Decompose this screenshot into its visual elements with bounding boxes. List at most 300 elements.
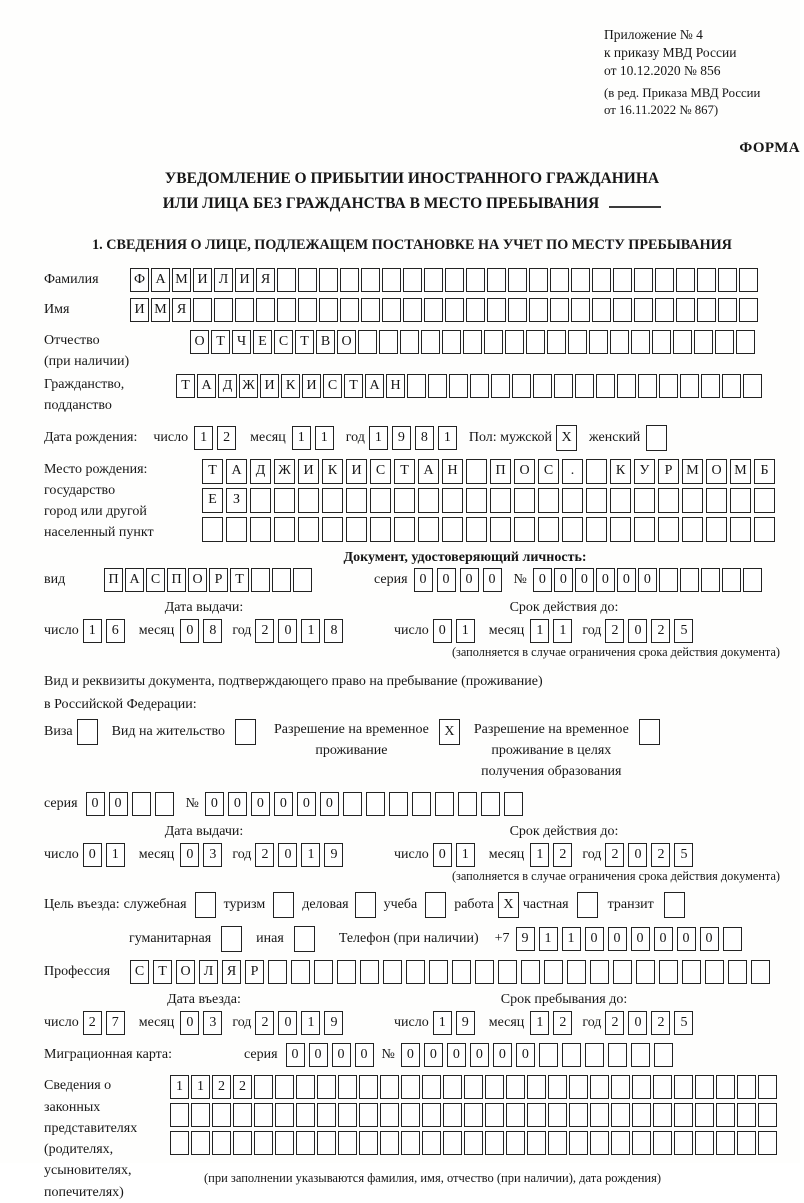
legal-rep-cell[interactable] (443, 1131, 462, 1155)
legal-rep-cell[interactable] (254, 1075, 273, 1099)
legal-rep-cell[interactable] (338, 1075, 357, 1099)
visa-checkbox[interactable] (77, 719, 98, 745)
birth-place-cell[interactable] (730, 517, 751, 542)
citizenship-cell[interactable] (701, 374, 720, 398)
legal-rep-cell[interactable] (485, 1103, 504, 1127)
birth-place-cell[interactable] (466, 488, 487, 513)
surname-cell[interactable] (676, 268, 695, 292)
birth-year-cell[interactable]: 1 (369, 426, 388, 450)
private-checkbox[interactable] (577, 892, 598, 918)
surname-cell[interactable] (529, 268, 548, 292)
valid-day-cell[interactable]: 0 (433, 843, 452, 867)
given-name-cell[interactable] (214, 298, 233, 322)
phone-digit-cell[interactable]: 1 (562, 927, 581, 951)
given-name-cell[interactable] (193, 298, 212, 322)
citizenship-cell[interactable] (407, 374, 426, 398)
patronymic-cell[interactable] (400, 330, 419, 354)
birth-place-cell[interactable] (274, 517, 295, 542)
legal-rep-cell[interactable] (611, 1131, 630, 1155)
given-name-cell[interactable]: М (151, 298, 170, 322)
profession-cell[interactable] (475, 960, 494, 984)
profession-cell[interactable] (659, 960, 678, 984)
legal-rep-cell[interactable] (422, 1131, 441, 1155)
patronymic-cell[interactable] (505, 330, 524, 354)
given-name-cell[interactable] (340, 298, 359, 322)
legal-rep-cell[interactable] (716, 1075, 735, 1099)
migration-series-cell[interactable]: 0 (309, 1043, 328, 1067)
other-checkbox[interactable] (294, 926, 315, 952)
migration-number-cell[interactable]: 0 (424, 1043, 443, 1067)
valid-month-cell[interactable]: 1 (530, 619, 549, 643)
birth-place-cell[interactable] (394, 517, 415, 542)
legal-rep-cell[interactable] (275, 1103, 294, 1127)
patronymic-cell[interactable] (547, 330, 566, 354)
residence-number-cell[interactable] (481, 792, 500, 816)
issue-day-cell[interactable]: 1 (106, 843, 125, 867)
valid-year-cell[interactable]: 2 (605, 619, 624, 643)
birth-place-cell[interactable] (442, 488, 463, 513)
birth-place-cell[interactable] (562, 488, 583, 513)
legal-rep-cell[interactable] (758, 1075, 777, 1099)
migration-number-cell[interactable]: 0 (470, 1043, 489, 1067)
male-checkbox[interactable]: X (556, 425, 577, 451)
given-name-cell[interactable] (277, 298, 296, 322)
profession-cell[interactable] (636, 960, 655, 984)
birth-place-cell[interactable] (490, 517, 511, 542)
profession-cell[interactable] (452, 960, 471, 984)
profession-cell[interactable]: Я (222, 960, 241, 984)
given-name-cell[interactable] (550, 298, 569, 322)
issue-year-cell[interactable]: 0 (278, 619, 297, 643)
legal-rep-cell[interactable] (359, 1131, 378, 1155)
phone-digit-cell[interactable]: 0 (700, 927, 719, 951)
legal-rep-cell[interactable] (737, 1075, 756, 1099)
legal-rep-cell[interactable] (464, 1075, 483, 1099)
birth-month-cell[interactable]: 1 (292, 426, 311, 450)
residence-number-cell[interactable] (458, 792, 477, 816)
legal-rep-cell[interactable] (590, 1103, 609, 1127)
birth-place-cell[interactable]: З (226, 488, 247, 513)
surname-cell[interactable] (592, 268, 611, 292)
residence-number-cell[interactable] (343, 792, 362, 816)
citizenship-cell[interactable]: Н (386, 374, 405, 398)
migration-number-cell[interactable]: 0 (401, 1043, 420, 1067)
birth-place-cell[interactable] (634, 517, 655, 542)
phone-digit-cell[interactable]: 0 (677, 927, 696, 951)
legal-rep-cell[interactable] (716, 1103, 735, 1127)
patronymic-cell[interactable]: В (316, 330, 335, 354)
valid-day-cell[interactable]: 1 (456, 619, 475, 643)
profession-cell[interactable] (337, 960, 356, 984)
birth-place-cell[interactable] (370, 488, 391, 513)
legal-rep-cell[interactable] (485, 1075, 504, 1099)
profession-cell[interactable] (613, 960, 632, 984)
stay-year-cell[interactable]: 2 (605, 1011, 624, 1035)
doc-series-cell[interactable]: 0 (437, 568, 456, 592)
birth-place-cell[interactable] (754, 488, 775, 513)
doc-number-cell[interactable]: 0 (554, 568, 573, 592)
surname-cell[interactable]: Я (256, 268, 275, 292)
residence-number-cell[interactable]: 0 (274, 792, 293, 816)
legal-rep-cell[interactable] (170, 1103, 189, 1127)
birth-place-cell[interactable] (514, 488, 535, 513)
issue-year-cell[interactable]: 9 (324, 843, 343, 867)
profession-cell[interactable] (728, 960, 747, 984)
patronymic-cell[interactable] (652, 330, 671, 354)
given-name-cell[interactable] (592, 298, 611, 322)
birth-place-cell[interactable] (370, 517, 391, 542)
residence-number-cell[interactable] (412, 792, 431, 816)
legal-rep-cell[interactable] (548, 1131, 567, 1155)
surname-cell[interactable] (739, 268, 758, 292)
issue-year-cell[interactable]: 1 (301, 843, 320, 867)
surname-cell[interactable] (445, 268, 464, 292)
birth-place-cell[interactable] (298, 488, 319, 513)
entry-day-cell[interactable]: 7 (106, 1011, 125, 1035)
stay-year-cell[interactable]: 5 (674, 1011, 693, 1035)
legal-rep-cell[interactable] (380, 1075, 399, 1099)
legal-rep-cell[interactable] (401, 1075, 420, 1099)
legal-rep-cell[interactable] (758, 1131, 777, 1155)
birth-place-cell[interactable]: Д (250, 459, 271, 484)
citizenship-cell[interactable] (512, 374, 531, 398)
birth-place-cell[interactable] (202, 517, 223, 542)
citizenship-cell[interactable] (449, 374, 468, 398)
citizenship-cell[interactable]: К (281, 374, 300, 398)
citizenship-cell[interactable] (470, 374, 489, 398)
birth-place-cell[interactable] (610, 517, 631, 542)
birth-place-cell[interactable]: И (346, 459, 367, 484)
given-name-cell[interactable] (634, 298, 653, 322)
birth-place-cell[interactable]: К (610, 459, 631, 484)
residence-number-cell[interactable]: 0 (251, 792, 270, 816)
entry-month-cell[interactable]: 0 (180, 1011, 199, 1035)
legal-rep-cell[interactable] (317, 1075, 336, 1099)
entry-year-cell[interactable]: 0 (278, 1011, 297, 1035)
legal-rep-cell[interactable] (359, 1075, 378, 1099)
female-checkbox[interactable] (646, 425, 667, 451)
doc-number-cell[interactable]: 0 (533, 568, 552, 592)
issue-day-cell[interactable]: 1 (83, 619, 102, 643)
phone-digit-cell[interactable]: 0 (654, 927, 673, 951)
surname-cell[interactable]: Ф (130, 268, 149, 292)
legal-rep-cell[interactable] (632, 1075, 651, 1099)
birth-place-cell[interactable]: А (226, 459, 247, 484)
birth-month-cell[interactable]: 1 (315, 426, 334, 450)
doc-type-cell[interactable]: С (146, 568, 165, 592)
birth-place-cell[interactable]: Р (658, 459, 679, 484)
given-name-cell[interactable]: Я (172, 298, 191, 322)
birth-place-cell[interactable] (394, 488, 415, 513)
legal-rep-cell[interactable] (464, 1131, 483, 1155)
surname-cell[interactable] (634, 268, 653, 292)
entry-month-cell[interactable]: 3 (203, 1011, 222, 1035)
patronymic-cell[interactable] (715, 330, 734, 354)
residence-number-cell[interactable] (504, 792, 523, 816)
citizenship-cell[interactable]: И (260, 374, 279, 398)
citizenship-cell[interactable]: Д (218, 374, 237, 398)
surname-cell[interactable] (697, 268, 716, 292)
birth-place-cell[interactable]: П (490, 459, 511, 484)
legal-rep-cell[interactable] (653, 1131, 672, 1155)
legal-rep-cell[interactable] (401, 1131, 420, 1155)
patronymic-cell[interactable] (379, 330, 398, 354)
valid-year-cell[interactable]: 5 (674, 843, 693, 867)
surname-cell[interactable] (361, 268, 380, 292)
legal-rep-cell[interactable] (527, 1131, 546, 1155)
given-name-cell[interactable] (508, 298, 527, 322)
legal-rep-cell[interactable] (548, 1075, 567, 1099)
legal-rep-cell[interactable] (401, 1103, 420, 1127)
patronymic-cell[interactable] (631, 330, 650, 354)
tourism-checkbox[interactable] (273, 892, 294, 918)
surname-cell[interactable] (319, 268, 338, 292)
surname-cell[interactable] (466, 268, 485, 292)
legal-rep-cell[interactable] (632, 1131, 651, 1155)
legal-rep-cell[interactable] (296, 1131, 315, 1155)
given-name-cell[interactable] (298, 298, 317, 322)
profession-cell[interactable]: С (130, 960, 149, 984)
surname-cell[interactable] (655, 268, 674, 292)
doc-number-cell[interactable] (701, 568, 720, 592)
study-checkbox[interactable] (425, 892, 446, 918)
birth-day-cell[interactable]: 2 (217, 426, 236, 450)
legal-rep-cell[interactable] (275, 1131, 294, 1155)
legal-rep-cell[interactable] (590, 1075, 609, 1099)
birth-day-cell[interactable]: 1 (194, 426, 213, 450)
given-name-cell[interactable] (718, 298, 737, 322)
stay-month-cell[interactable]: 1 (530, 1011, 549, 1035)
entry-year-cell[interactable]: 9 (324, 1011, 343, 1035)
legal-rep-cell[interactable] (695, 1131, 714, 1155)
legal-rep-cell[interactable] (527, 1075, 546, 1099)
birth-place-cell[interactable] (586, 488, 607, 513)
citizenship-cell[interactable] (575, 374, 594, 398)
surname-cell[interactable]: М (172, 268, 191, 292)
birth-place-cell[interactable] (682, 517, 703, 542)
legal-rep-cell[interactable] (485, 1131, 504, 1155)
legal-rep-cell[interactable] (674, 1103, 693, 1127)
birth-place-cell[interactable]: А (418, 459, 439, 484)
profession-cell[interactable] (406, 960, 425, 984)
legal-rep-cell[interactable] (653, 1075, 672, 1099)
given-name-cell[interactable] (487, 298, 506, 322)
entry-year-cell[interactable]: 2 (255, 1011, 274, 1035)
birth-place-cell[interactable]: Б (754, 459, 775, 484)
profession-cell[interactable] (314, 960, 333, 984)
birth-place-cell[interactable]: . (562, 459, 583, 484)
legal-rep-cell[interactable] (233, 1131, 252, 1155)
birth-place-cell[interactable] (610, 488, 631, 513)
doc-number-cell[interactable] (659, 568, 678, 592)
profession-cell[interactable] (498, 960, 517, 984)
patronymic-cell[interactable] (694, 330, 713, 354)
citizenship-cell[interactable] (659, 374, 678, 398)
given-name-cell[interactable] (256, 298, 275, 322)
citizenship-cell[interactable] (554, 374, 573, 398)
legal-rep-cell[interactable] (191, 1131, 210, 1155)
doc-number-cell[interactable] (743, 568, 762, 592)
legal-rep-cell[interactable] (611, 1103, 630, 1127)
doc-series-cell[interactable]: 0 (414, 568, 433, 592)
legal-rep-cell[interactable] (359, 1103, 378, 1127)
doc-number-cell[interactable] (722, 568, 741, 592)
valid-year-cell[interactable]: 0 (628, 619, 647, 643)
surname-cell[interactable] (277, 268, 296, 292)
valid-month-cell[interactable]: 2 (553, 843, 572, 867)
citizenship-cell[interactable]: А (197, 374, 216, 398)
doc-type-cell[interactable]: П (104, 568, 123, 592)
issue-year-cell[interactable]: 1 (301, 619, 320, 643)
issue-month-cell[interactable]: 8 (203, 619, 222, 643)
residence-number-cell[interactable]: 0 (297, 792, 316, 816)
valid-year-cell[interactable]: 2 (651, 619, 670, 643)
surname-cell[interactable]: И (235, 268, 254, 292)
profession-cell[interactable] (383, 960, 402, 984)
issue-month-cell[interactable]: 3 (203, 843, 222, 867)
patronymic-cell[interactable] (610, 330, 629, 354)
doc-type-cell[interactable]: О (188, 568, 207, 592)
residence-number-cell[interactable]: 0 (320, 792, 339, 816)
given-name-cell[interactable] (676, 298, 695, 322)
citizenship-cell[interactable] (743, 374, 762, 398)
legal-rep-cell[interactable] (632, 1103, 651, 1127)
residence-series-cell[interactable] (132, 792, 151, 816)
temp-residence-checkbox[interactable]: X (439, 719, 460, 745)
profession-cell[interactable] (590, 960, 609, 984)
legal-rep-cell[interactable]: 2 (212, 1075, 231, 1099)
issue-year-cell[interactable]: 2 (255, 843, 274, 867)
birth-place-cell[interactable]: Ж (274, 459, 295, 484)
given-name-cell[interactable] (697, 298, 716, 322)
patronymic-cell[interactable] (484, 330, 503, 354)
given-name-cell[interactable]: И (130, 298, 149, 322)
birth-place-cell[interactable] (298, 517, 319, 542)
birth-place-cell[interactable] (586, 517, 607, 542)
patronymic-cell[interactable] (589, 330, 608, 354)
doc-type-cell[interactable] (251, 568, 270, 592)
profession-cell[interactable] (544, 960, 563, 984)
residence-number-cell[interactable] (389, 792, 408, 816)
legal-rep-cell[interactable] (191, 1103, 210, 1127)
legal-rep-cell[interactable] (758, 1103, 777, 1127)
residence-number-cell[interactable] (435, 792, 454, 816)
profession-cell[interactable] (705, 960, 724, 984)
birth-place-cell[interactable] (322, 488, 343, 513)
citizenship-cell[interactable] (533, 374, 552, 398)
doc-type-cell[interactable] (272, 568, 291, 592)
valid-year-cell[interactable]: 0 (628, 843, 647, 867)
legal-rep-cell[interactable] (212, 1131, 231, 1155)
given-name-cell[interactable] (655, 298, 674, 322)
legal-rep-cell[interactable] (506, 1075, 525, 1099)
citizenship-cell[interactable] (617, 374, 636, 398)
birth-year-cell[interactable]: 1 (438, 426, 457, 450)
legal-rep-cell[interactable] (443, 1075, 462, 1099)
birth-place-cell[interactable]: О (706, 459, 727, 484)
legal-rep-cell[interactable] (695, 1103, 714, 1127)
profession-cell[interactable] (567, 960, 586, 984)
birth-place-cell[interactable]: У (634, 459, 655, 484)
birth-place-cell[interactable] (466, 517, 487, 542)
birth-place-cell[interactable] (322, 517, 343, 542)
entry-year-cell[interactable]: 1 (301, 1011, 320, 1035)
given-name-cell[interactable] (319, 298, 338, 322)
stay-year-cell[interactable]: 2 (651, 1011, 670, 1035)
patronymic-cell[interactable] (568, 330, 587, 354)
phone-digit-cell[interactable]: 0 (631, 927, 650, 951)
doc-type-cell[interactable]: Т (230, 568, 249, 592)
birth-place-cell[interactable] (418, 488, 439, 513)
patronymic-cell[interactable]: С (274, 330, 293, 354)
profession-cell[interactable]: Л (199, 960, 218, 984)
issue-day-cell[interactable]: 0 (83, 843, 102, 867)
residence-number-cell[interactable]: 0 (205, 792, 224, 816)
patronymic-cell[interactable] (736, 330, 755, 354)
patronymic-cell[interactable]: О (190, 330, 209, 354)
citizenship-cell[interactable] (428, 374, 447, 398)
phone-digit-cell[interactable]: 0 (585, 927, 604, 951)
migration-number-cell[interactable]: 0 (493, 1043, 512, 1067)
citizenship-cell[interactable]: С (323, 374, 342, 398)
stay-day-cell[interactable]: 1 (433, 1011, 452, 1035)
legal-rep-cell[interactable] (317, 1103, 336, 1127)
legal-rep-cell[interactable] (380, 1103, 399, 1127)
legal-rep-cell[interactable] (464, 1103, 483, 1127)
birth-place-cell[interactable] (250, 488, 271, 513)
birth-place-cell[interactable] (706, 488, 727, 513)
migration-number-cell[interactable] (608, 1043, 627, 1067)
legal-rep-cell[interactable] (296, 1103, 315, 1127)
doc-type-cell[interactable]: Р (209, 568, 228, 592)
birth-place-cell[interactable] (658, 488, 679, 513)
issue-month-cell[interactable]: 0 (180, 843, 199, 867)
birth-place-cell[interactable] (658, 517, 679, 542)
patronymic-cell[interactable]: Ч (232, 330, 251, 354)
doc-number-cell[interactable]: 0 (638, 568, 657, 592)
citizenship-cell[interactable]: Т (176, 374, 195, 398)
migration-number-cell[interactable] (654, 1043, 673, 1067)
doc-type-cell[interactable]: П (167, 568, 186, 592)
patronymic-cell[interactable] (358, 330, 377, 354)
surname-cell[interactable] (298, 268, 317, 292)
doc-type-cell[interactable]: А (125, 568, 144, 592)
residence-number-cell[interactable] (366, 792, 385, 816)
given-name-cell[interactable] (529, 298, 548, 322)
work-checkbox[interactable]: X (498, 892, 519, 918)
profession-cell[interactable]: Р (245, 960, 264, 984)
migration-number-cell[interactable] (539, 1043, 558, 1067)
legal-rep-cell[interactable] (674, 1131, 693, 1155)
surname-cell[interactable] (571, 268, 590, 292)
birth-place-cell[interactable] (418, 517, 439, 542)
valid-day-cell[interactable]: 0 (433, 619, 452, 643)
valid-month-cell[interactable]: 1 (530, 843, 549, 867)
birth-place-cell[interactable] (634, 488, 655, 513)
legal-rep-cell[interactable] (716, 1131, 735, 1155)
residence-series-cell[interactable] (155, 792, 174, 816)
issue-year-cell[interactable]: 0 (278, 843, 297, 867)
citizenship-cell[interactable] (596, 374, 615, 398)
legal-rep-cell[interactable] (737, 1103, 756, 1127)
surname-cell[interactable] (718, 268, 737, 292)
legal-rep-cell[interactable] (338, 1131, 357, 1155)
patronymic-cell[interactable]: О (337, 330, 356, 354)
profession-cell[interactable] (291, 960, 310, 984)
given-name-cell[interactable] (403, 298, 422, 322)
legal-rep-cell[interactable] (506, 1131, 525, 1155)
legal-rep-cell[interactable] (422, 1075, 441, 1099)
